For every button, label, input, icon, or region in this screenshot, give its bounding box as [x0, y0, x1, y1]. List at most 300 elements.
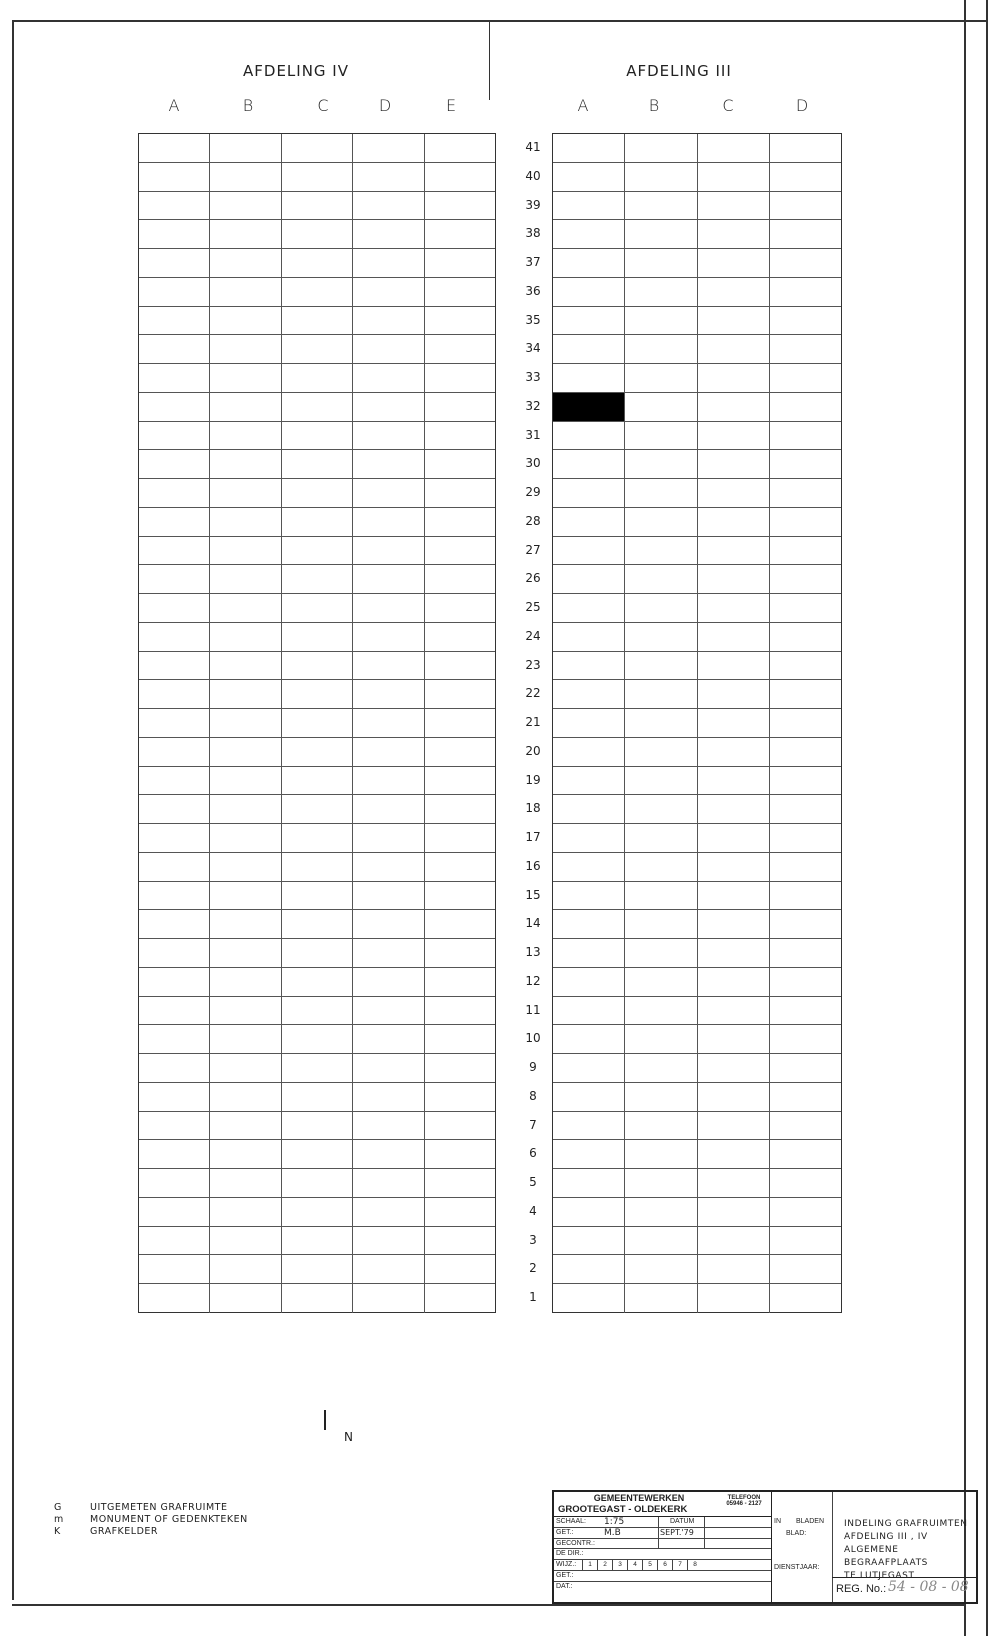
plot-cell: [425, 882, 495, 910]
plot-cell: [698, 335, 770, 363]
plot-cell: [698, 1112, 770, 1140]
plot-cell: [770, 680, 841, 708]
plot-row: [139, 968, 495, 997]
plot-cell: [553, 795, 625, 823]
plot-cell: [139, 997, 210, 1025]
divider: [658, 1528, 659, 1538]
plot-cell: [353, 479, 424, 507]
dat-label: DAT.:: [556, 1582, 573, 1590]
row-number: 26: [525, 571, 541, 586]
plot-cell: [770, 767, 841, 795]
plot-cell: [282, 163, 353, 191]
plot-cell: [139, 767, 210, 795]
telephone-label: TELEFOON: [727, 1495, 761, 1501]
plot-cell: [282, 652, 353, 680]
plot-cell: [139, 939, 210, 967]
plot-cell: [210, 824, 281, 852]
plot-cell: [353, 1198, 424, 1226]
plot-cell: [553, 882, 625, 910]
plot-cell: [770, 1284, 841, 1313]
plot-cell: [425, 853, 495, 881]
plot-cell: [425, 795, 495, 823]
plot-row: [553, 249, 841, 278]
plot-row: [139, 1025, 495, 1054]
plot-cell: [353, 709, 424, 737]
plot-row: [553, 422, 841, 451]
plot-cell: [282, 335, 353, 363]
plot-cell: [625, 565, 697, 593]
plot-cell: [282, 1054, 353, 1082]
plot-cell: [139, 968, 210, 996]
plot-cell: [770, 1112, 841, 1140]
plot-cell: [698, 450, 770, 478]
plot-cell: [139, 364, 210, 392]
plot-row: [553, 508, 841, 537]
plot-cell: [282, 1083, 353, 1111]
plot-cell: [770, 1255, 841, 1283]
plot-cell: [553, 1025, 625, 1053]
plot-row: [553, 220, 841, 249]
plot-cell: [139, 220, 210, 248]
plot-cell: [698, 652, 770, 680]
plot-row: [553, 594, 841, 623]
plot-cell: [353, 450, 424, 478]
col-letter-iii-c: C: [722, 96, 734, 115]
plot-cell: [353, 1169, 424, 1197]
row-number: 15: [525, 887, 541, 902]
plot-cell: [139, 1284, 210, 1313]
plot-cell: [353, 249, 424, 277]
plot-row: [139, 652, 495, 681]
plot-cell: [282, 134, 353, 162]
plot-cell: [353, 910, 424, 938]
plot-cell: [210, 1083, 281, 1111]
plot-cell: [770, 1054, 841, 1082]
row-number: 31: [525, 427, 541, 442]
plot-row: [139, 1054, 495, 1083]
plot-cell: [625, 220, 697, 248]
section-divider-line: [489, 20, 490, 100]
wijz-number: 2: [597, 1560, 612, 1570]
plot-cell: [210, 594, 281, 622]
north-arrow-icon: [324, 1410, 326, 1430]
row-number: 17: [525, 830, 541, 844]
plot-cell: [210, 537, 281, 565]
plot-cell: [425, 939, 495, 967]
plot-row: [553, 307, 841, 336]
plot-cell: [139, 1083, 210, 1111]
plot-cell: [210, 1054, 281, 1082]
plot-row: [139, 508, 495, 537]
plot-cell: [139, 1169, 210, 1197]
plot-row: [553, 1284, 841, 1313]
plot-cell: [625, 680, 697, 708]
plot-row: [553, 479, 841, 508]
plot-cell: [770, 652, 841, 680]
plot-cell: [139, 853, 210, 881]
plot-cell: [553, 479, 625, 507]
plot-cell: [139, 1112, 210, 1140]
plot-row: [553, 278, 841, 307]
plot-cell: [625, 997, 697, 1025]
plot-cell: [210, 565, 281, 593]
plot-cell: [139, 422, 210, 450]
plot-cell: [698, 997, 770, 1025]
plot-cell: [553, 968, 625, 996]
row-number: 33: [525, 370, 541, 384]
plot-cell: [698, 1255, 770, 1283]
plot-cell: [625, 1255, 697, 1283]
plot-cell: [553, 278, 625, 306]
plot-cell: [770, 508, 841, 536]
wijz-label: WIJZ.:: [556, 1561, 577, 1569]
plot-row: [139, 307, 495, 336]
plot-cell: [425, 307, 495, 335]
plot-cell: [139, 163, 210, 191]
plot-cell: [425, 1255, 495, 1283]
plot-cell: [770, 1025, 841, 1053]
plot-cell: [698, 1198, 770, 1226]
plot-cell: [282, 1227, 353, 1255]
plot-cell: [698, 220, 770, 248]
plot-cell: [353, 853, 424, 881]
row-number: 40: [525, 168, 541, 183]
plot-cell: [425, 565, 495, 593]
col-letter-iii-b: B: [648, 96, 660, 115]
plot-cell: [625, 882, 697, 910]
plot-cell: [770, 738, 841, 766]
plot-cell: [282, 220, 353, 248]
plot-cell: [353, 278, 424, 306]
plot-cell: [139, 652, 210, 680]
title-block: [552, 1490, 978, 1604]
plot-cell: [770, 910, 841, 938]
plot-cell: [770, 709, 841, 737]
plot-row: [553, 709, 841, 738]
plot-cell: [210, 422, 281, 450]
plot-cell: [425, 824, 495, 852]
plot-cell: [139, 594, 210, 622]
plot-cell: [625, 537, 697, 565]
plot-cell: [553, 508, 625, 536]
row-number: 16: [525, 858, 541, 873]
plot-cell: [210, 939, 281, 967]
plot-cell: [770, 163, 841, 191]
row-number: 6: [529, 1146, 537, 1161]
title-block-header: [554, 1492, 771, 1517]
plot-cell: [210, 968, 281, 996]
plot-cell: [425, 1227, 495, 1255]
row-number: 21: [525, 715, 541, 729]
plot-cell: [625, 738, 697, 766]
plot-row: [553, 134, 841, 163]
plot-cell: [210, 767, 281, 795]
plot-cell: [282, 1198, 353, 1226]
plot-row: [139, 594, 495, 623]
plot-cell: [139, 1255, 210, 1283]
in-label: IN: [774, 1518, 781, 1525]
plot-cell: [282, 537, 353, 565]
plot-cell: [553, 853, 625, 881]
plot-cell: [353, 1083, 424, 1111]
plot-cell: [770, 824, 841, 852]
plot-cell: [625, 422, 697, 450]
plot-cell: [770, 882, 841, 910]
plot-row: [553, 1255, 841, 1284]
plot-cell: [282, 249, 353, 277]
legend-key: K: [54, 1526, 61, 1537]
plot-cell: [425, 594, 495, 622]
plot-cell: [353, 1255, 424, 1283]
plot-cell: [770, 450, 841, 478]
plot-cell: [282, 709, 353, 737]
plot-row: [553, 968, 841, 997]
legend-item: [54, 1502, 248, 1514]
plot-row: [553, 623, 841, 652]
legend-text: MONUMENT OF GEDENKTEKEN: [90, 1514, 248, 1525]
legend-item: [54, 1514, 248, 1526]
plot-cell: [553, 307, 625, 335]
col-letter-iv-b: B: [242, 96, 254, 115]
plot-cell: [425, 1169, 495, 1197]
plot-cell: [282, 508, 353, 536]
plot-row: [139, 1169, 495, 1198]
plot-cell: [139, 1227, 210, 1255]
plot-cell: [625, 335, 697, 363]
row-number: 32: [525, 398, 541, 413]
plot-cell: [770, 249, 841, 277]
grid-afdeling-iv: [138, 133, 496, 1313]
plot-cell: [425, 968, 495, 996]
plot-row: [139, 1198, 495, 1227]
frame-top-line: [12, 20, 986, 22]
plot-cell: [353, 335, 424, 363]
plot-row: [553, 882, 841, 911]
plot-cell: [282, 393, 353, 421]
plot-cell: [210, 249, 281, 277]
plot-cell: [770, 393, 841, 421]
plot-cell: [625, 364, 697, 392]
description-line: TE LUTJEGAST: [844, 1571, 915, 1581]
row-number: 20: [525, 743, 541, 758]
plot-cell: [698, 680, 770, 708]
plot-row: [139, 824, 495, 853]
row-number: 38: [525, 226, 541, 241]
plot-cell: [625, 1025, 697, 1053]
plot-cell: [210, 1198, 281, 1226]
plot-row: [139, 910, 495, 939]
plot-cell: [139, 192, 210, 220]
plot-cell: [282, 450, 353, 478]
frame-right-line-2: [986, 0, 988, 1636]
wijz-row: [554, 1560, 771, 1571]
plot-row: [553, 364, 841, 393]
plot-cell: [625, 795, 697, 823]
plot-cell: [553, 249, 625, 277]
row-number: 25: [525, 600, 541, 614]
plot-row: [139, 192, 495, 221]
plot-cell: [625, 508, 697, 536]
row-number: 11: [525, 1002, 541, 1017]
plot-cell: [139, 134, 210, 162]
plot-cell: [425, 1284, 495, 1313]
col-letter-iii-d: D: [795, 96, 809, 115]
row-number: 41: [525, 140, 541, 154]
plot-cell: [698, 853, 770, 881]
plot-row: [553, 680, 841, 709]
plot-cell: [210, 450, 281, 478]
plot-row: [139, 1140, 495, 1169]
plot-cell: [553, 1169, 625, 1197]
plot-row: [553, 1054, 841, 1083]
plot-cell: [698, 910, 770, 938]
plot-cell: [625, 1140, 697, 1168]
plot-cell: [698, 767, 770, 795]
row-number: 37: [525, 255, 541, 269]
plot-cell: [770, 565, 841, 593]
wijz-number: 6: [657, 1560, 672, 1570]
plot-cell: [139, 1025, 210, 1053]
plot-cell: [425, 508, 495, 536]
plot-cell: [210, 220, 281, 248]
plot-cell: [425, 997, 495, 1025]
plot-cell: [698, 163, 770, 191]
plot-cell: [282, 307, 353, 335]
divider: [704, 1517, 705, 1527]
org-name: GEMEENTEWERKEN: [593, 1493, 685, 1503]
plot-row: [139, 738, 495, 767]
plot-cell: [353, 1112, 424, 1140]
plot-row: [553, 1198, 841, 1227]
divider: [704, 1539, 705, 1549]
plot-cell: [139, 537, 210, 565]
plot-row: [553, 1112, 841, 1141]
plot-row: [553, 565, 841, 594]
row-number: 29: [525, 485, 541, 499]
plot-cell: [353, 393, 424, 421]
plot-cell: [282, 939, 353, 967]
plot-cell: [425, 249, 495, 277]
plot-cell: [425, 220, 495, 248]
plot-cell: [553, 1227, 625, 1255]
plot-cell: [210, 335, 281, 363]
plot-row: [553, 939, 841, 968]
plot-cell: [770, 422, 841, 450]
legend-key: m: [54, 1514, 64, 1525]
get-value: M.B: [604, 1527, 621, 1538]
plot-cell: [139, 479, 210, 507]
plot-cell: [353, 623, 424, 651]
plot-cell: [625, 824, 697, 852]
plot-cell: [625, 249, 697, 277]
plot-cell: [698, 364, 770, 392]
frame-left-line: [12, 20, 14, 1600]
plot-cell: [770, 220, 841, 248]
plot-row: [139, 1284, 495, 1313]
dat-row: [554, 1582, 771, 1593]
plot-row: [139, 422, 495, 451]
row-number: 22: [525, 686, 541, 701]
plot-cell: [425, 1054, 495, 1082]
plot-cell: [353, 767, 424, 795]
plot-cell: [353, 537, 424, 565]
plot-cell: [553, 450, 625, 478]
row-number: 35: [525, 312, 541, 327]
row-number: 12: [525, 973, 541, 988]
plot-cell: [353, 997, 424, 1025]
plot-cell: [282, 192, 353, 220]
plot-row: [139, 450, 495, 479]
plot-row: [139, 278, 495, 307]
plot-cell: [139, 278, 210, 306]
section-title-iii: AFDELING III: [626, 62, 732, 80]
row-number: 7: [529, 1117, 537, 1132]
plot-cell: [210, 1140, 281, 1168]
plot-cell: [139, 450, 210, 478]
row-number: 19: [525, 772, 541, 787]
plot-cell: [425, 767, 495, 795]
plot-row: [139, 134, 495, 163]
plot-cell: [282, 565, 353, 593]
legend-text: GRAFKELDER: [90, 1526, 158, 1537]
plot-cell: [282, 364, 353, 392]
plot-cell: [210, 307, 281, 335]
plot-cell: [353, 508, 424, 536]
plot-cell: [698, 1054, 770, 1082]
plot-row: [139, 1227, 495, 1256]
plot-cell: [353, 1140, 424, 1168]
plot-cell: [553, 163, 625, 191]
plot-cell: [210, 364, 281, 392]
row-number: 36: [525, 283, 541, 298]
plot-cell-filled: [553, 393, 625, 421]
plot-row: [553, 824, 841, 853]
plot-cell: [282, 824, 353, 852]
plot-cell: [282, 623, 353, 651]
plot-cell: [553, 623, 625, 651]
plot-cell: [282, 882, 353, 910]
plot-cell: [282, 1025, 353, 1053]
row-number: 10: [525, 1031, 541, 1046]
plot-cell: [553, 824, 625, 852]
plot-row: [139, 1112, 495, 1141]
plot-row: [553, 393, 841, 422]
plot-cell: [625, 278, 697, 306]
plot-cell: [770, 335, 841, 363]
plot-cell: [282, 853, 353, 881]
plot-cell: [139, 738, 210, 766]
plot-cell: [698, 1284, 770, 1313]
plot-row: [139, 537, 495, 566]
plot-row: [139, 393, 495, 422]
plot-cell: [353, 163, 424, 191]
plot-cell: [353, 594, 424, 622]
plot-row: [553, 1025, 841, 1054]
plot-cell: [625, 1083, 697, 1111]
plot-cell: [210, 623, 281, 651]
plot-cell: [353, 307, 424, 335]
plot-cell: [553, 1284, 625, 1313]
plot-cell: [282, 278, 353, 306]
plot-row: [553, 652, 841, 681]
legend-key: G: [54, 1502, 62, 1513]
wijz-number: 3: [612, 1560, 627, 1570]
plot-row: [553, 537, 841, 566]
plot-row: [139, 853, 495, 882]
plot-cell: [210, 278, 281, 306]
plot-row: [139, 364, 495, 393]
plot-cell: [282, 422, 353, 450]
